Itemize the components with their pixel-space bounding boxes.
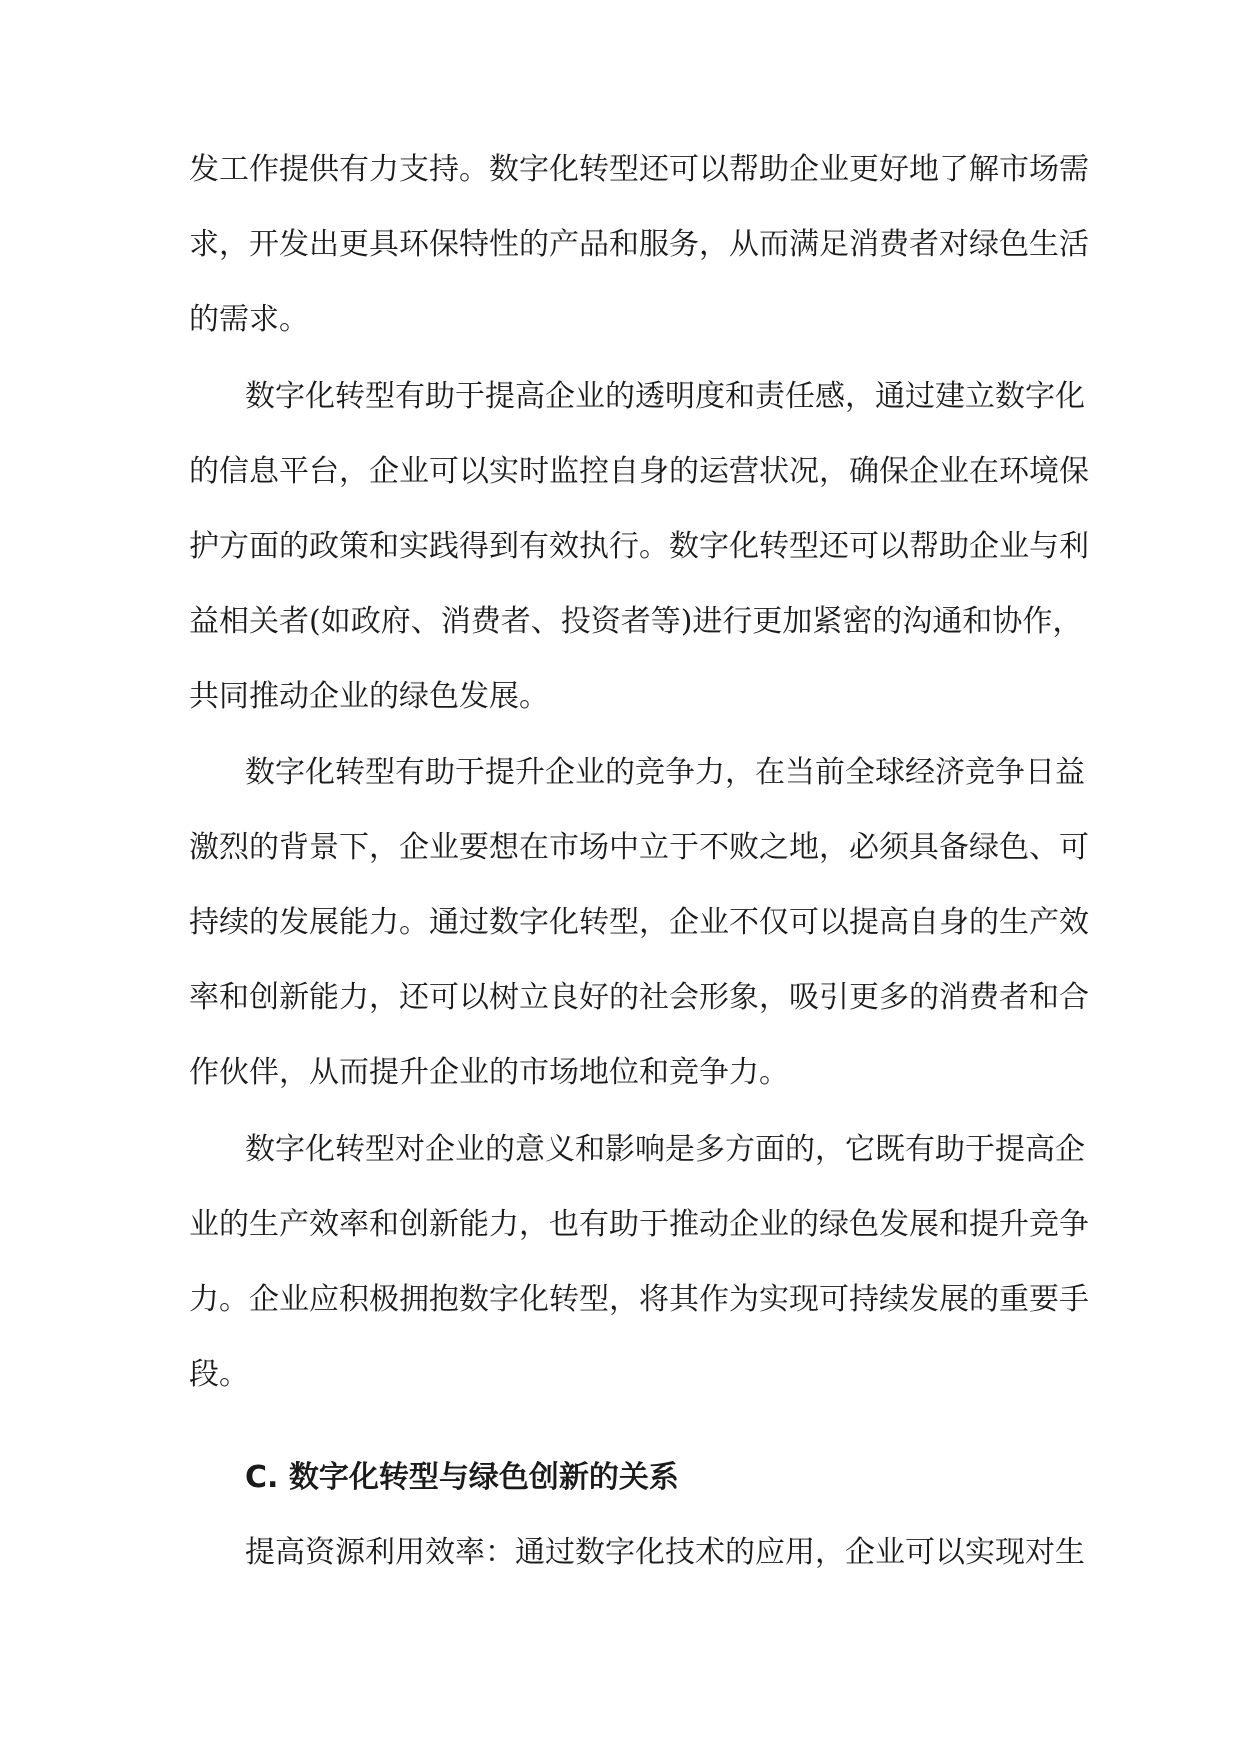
section-heading: C. 数字化转型与绿色创新的关系 [245, 1460, 679, 1495]
text-line: 的信息平台，企业可以实时监控自身的运营状况，确保企业在环境保 [189, 454, 1089, 489]
text-line: 业的生产效率和创新能力，也有助于推动企业的绿色发展和提升竞争 [189, 1207, 1089, 1242]
text-line: 共同推动企业的绿色发展。 [189, 679, 549, 714]
text-line: 持续的发展能力。通过数字化转型，企业不仅可以提高自身的生产效 [189, 905, 1089, 940]
paragraph-first-line: 数字化转型有助于提升企业的竞争力，在当前全球经济竞争日益 [245, 755, 1085, 790]
text-line: 力。企业应积极拥抱数字化转型，将其作为实现可持续发展的重要手 [189, 1282, 1089, 1317]
text-line: 段。 [189, 1357, 249, 1392]
text-line: 率和创新能力，还可以树立良好的社会形象，吸引更多的消费者和合 [189, 980, 1089, 1015]
text-line: 作伙伴，从而提升企业的市场地位和竞争力。 [189, 1055, 789, 1090]
text-line: 发工作提供有力支持。数字化转型还可以帮助企业更好地了解市场需 [189, 152, 1089, 187]
text-line: 护方面的政策和实践得到有效执行。数字化转型还可以帮助企业与利 [189, 529, 1089, 564]
paragraph-first-line: 提高资源利用效率：通过数字化技术的应用，企业可以实现对生 [245, 1535, 1085, 1570]
text-line: 求，开发出更具环保特性的产品和服务，从而满足消费者对绿色生活 [189, 227, 1089, 262]
text-line: 的需求。 [189, 302, 309, 337]
text-line: 激烈的背景下，企业要想在市场中立于不败之地，必须具备绿色、可 [189, 830, 1089, 865]
paragraph-first-line: 数字化转型对企业的意义和影响是多方面的，它既有助于提高企 [245, 1132, 1085, 1167]
paragraph-first-line: 数字化转型有助于提高企业的透明度和责任感，通过建立数字化 [245, 379, 1085, 414]
text-line: 益相关者(如政府、消费者、投资者等)进行更加紧密的沟通和协作， [189, 604, 1083, 639]
